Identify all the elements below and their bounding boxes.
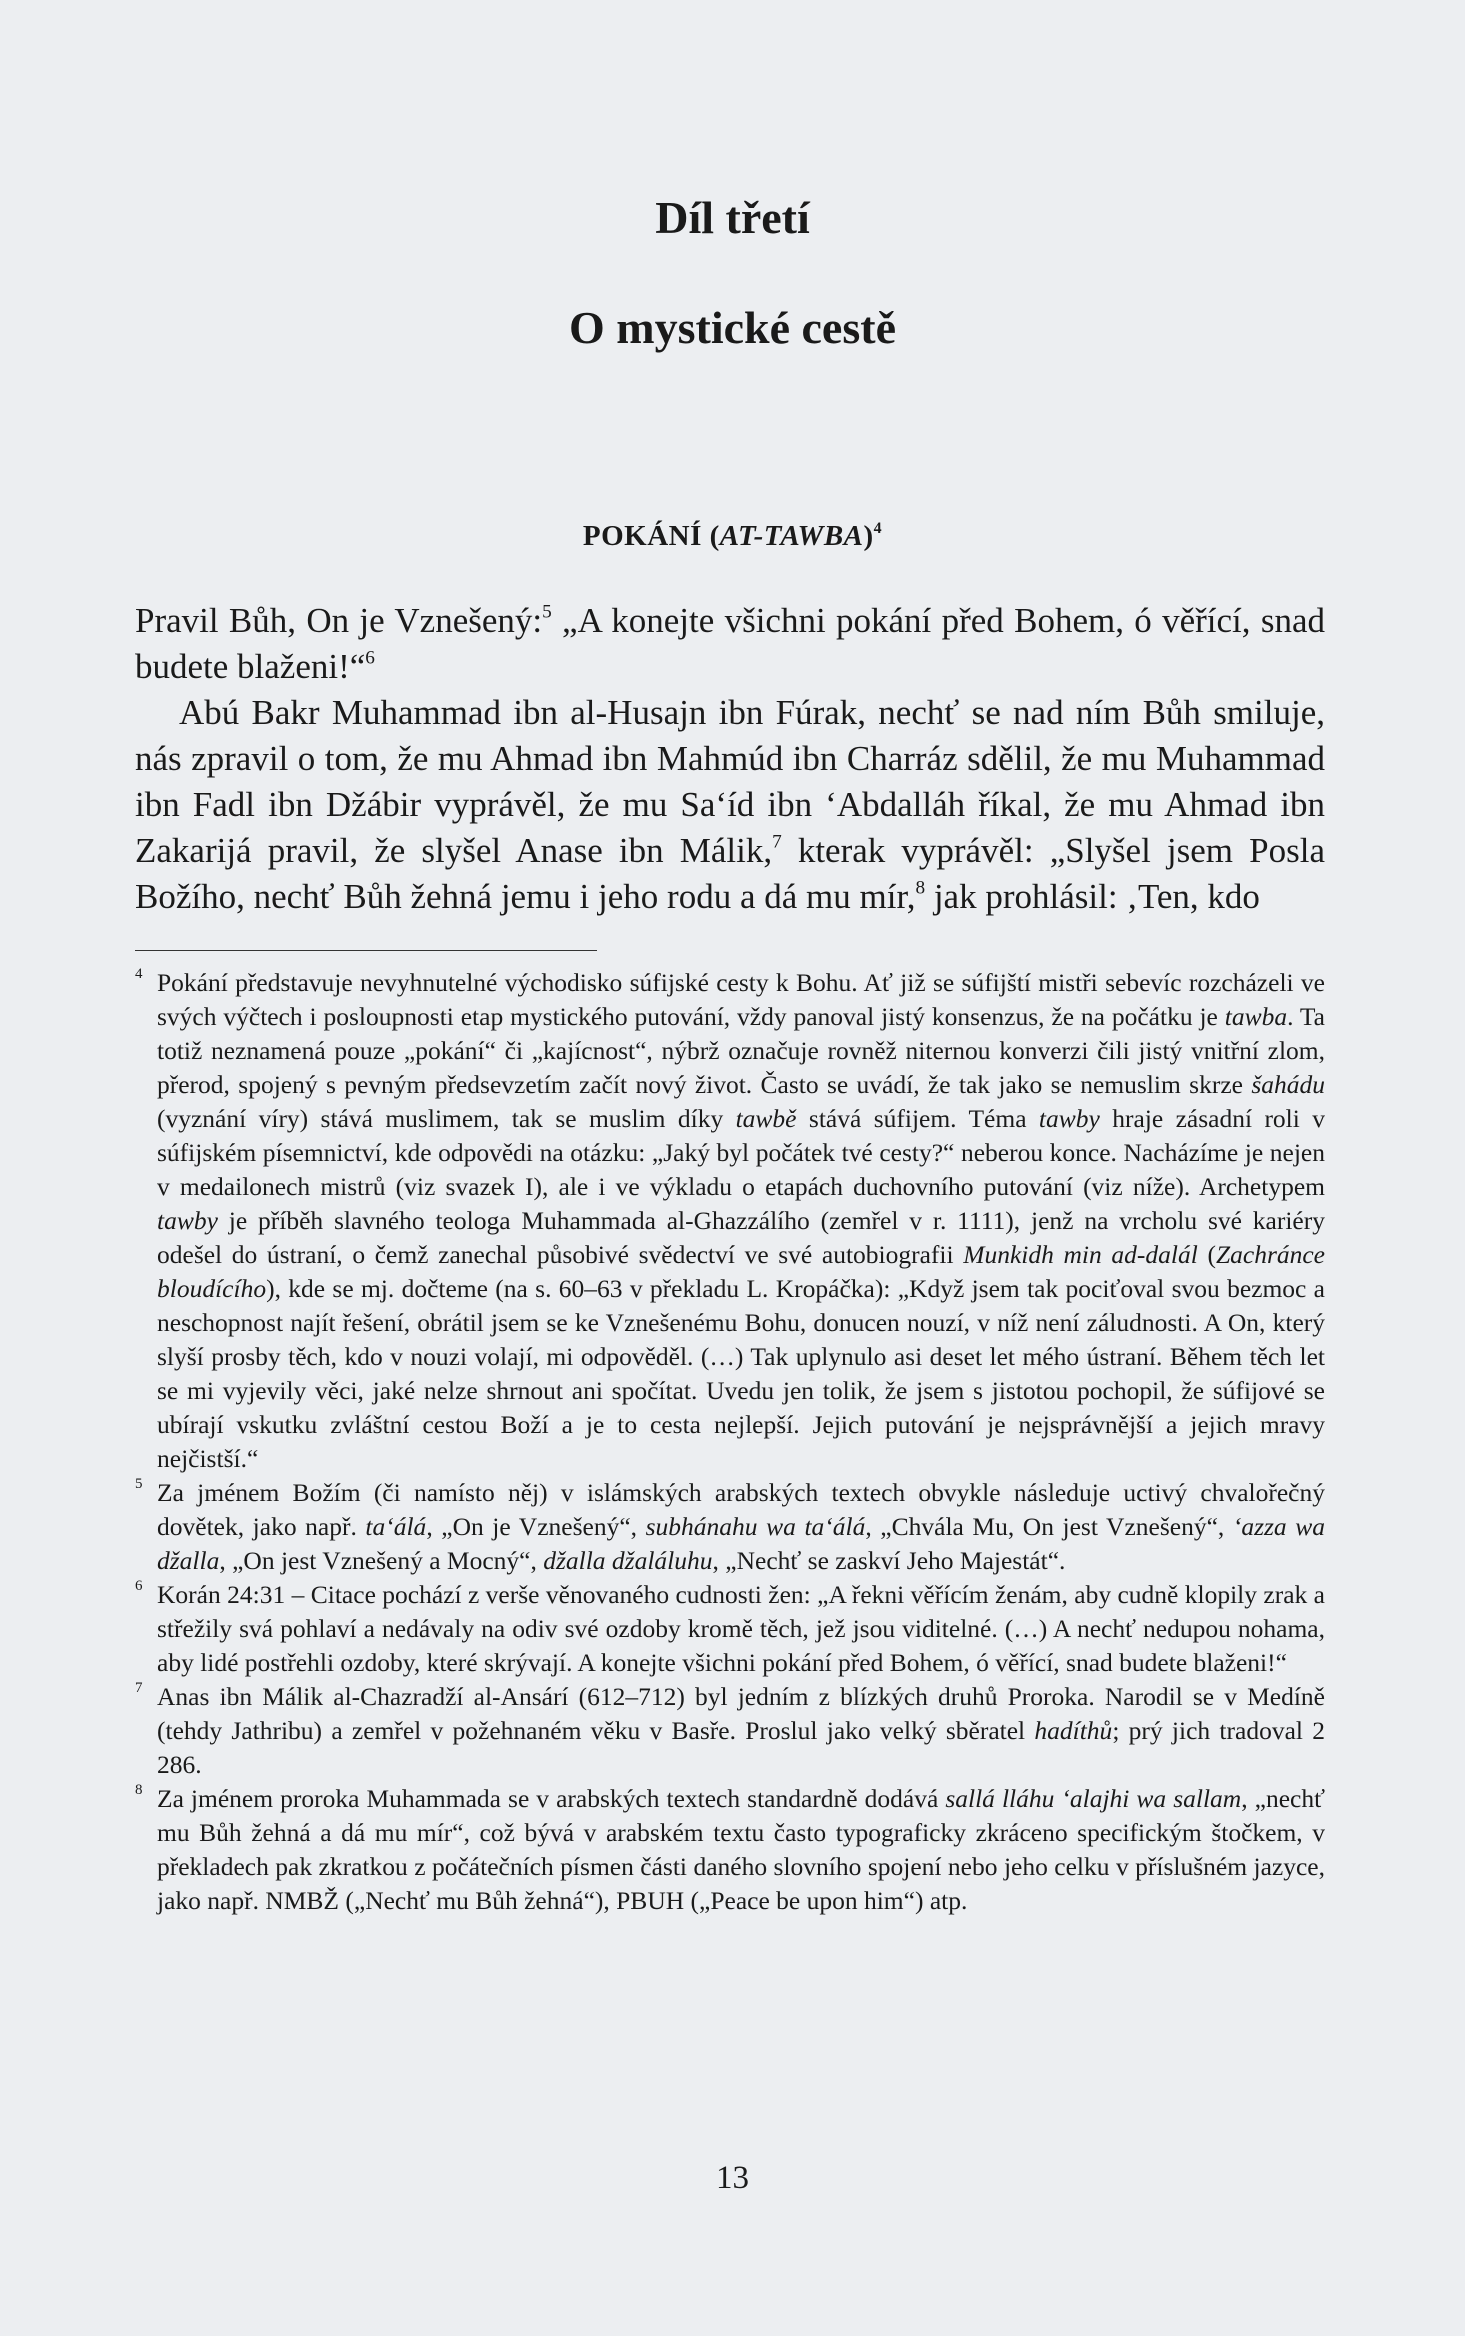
footnotes (135, 966, 1325, 1918)
footnote-italic: subhánahu wa ta‘álá (645, 1512, 866, 1541)
footnote-ref-8[interactable]: 8 (915, 877, 926, 899)
footnote-italic: šahádu (1251, 1070, 1325, 1099)
footnote-number: 7 (135, 1680, 143, 1696)
paragraph-text: Abú Bakr Muhammad ibn al-Husajn ibn Fúrak, nechť se nad ním Bůh smiluje, nás zpravil o tom, že mu Ahmad ibn Mahmúd ibn Charráz sdělil, že mu Muhammad ibn Fadl ibn Džábir vyprávěl, že mu Sa‘íd ibn ‘Abdalláh říkal, že mu Ahmad ibn Zakarijá pravil, že slyšel Anase ibn Málik, (135, 693, 1325, 870)
footnote-number: 6 (135, 1578, 143, 1594)
footnote-7 (135, 1680, 1325, 1782)
paragraph-text: jak prohlásil: ‚Ten, kdo (925, 877, 1260, 916)
footnote-italic: Munkidh min ad-dalál (963, 1240, 1198, 1269)
footnote-text: hraje zásadní roli v súfijském písemnictví, kde odpovědi na otázku: „Jaký byl počátek tvé cesty?“ neberou konce. Nacházíme je nejen v medailonech mistrů (viz svazek I), ale i ve výkladu o etapách duchovního putování (viz níže). Archetypem (157, 1104, 1325, 1201)
footnote-text: (vyznání víry) stává muslimem, tak se muslim díky (157, 1104, 736, 1133)
footnote-number: 4 (135, 966, 143, 982)
footnote-ref-4[interactable]: 4 (873, 520, 883, 538)
paragraph-text: kterak vyprávěl: „Slyšel jsem Posla Božího, nechť Bůh žehná jemu i jeho rodu a dá mu mír, (135, 831, 1325, 916)
footnote-italic: džalla džaláluhu (543, 1546, 713, 1575)
footnote-ref-5[interactable]: 5 (542, 601, 552, 623)
footnote-number: 5 (135, 1476, 143, 1492)
footnote-text: ; prý jich tradoval 2 286. (157, 1716, 1325, 1779)
footnote-italic: tawby (1038, 1104, 1100, 1133)
chapter-title-plain: POKÁNÍ ( (582, 520, 720, 552)
footnote-text: je příběh slavného teologa Muhammada al-Ghazzálího (zemřel v r. 1111), jenž na vrcholu své kariéry odešel do ústraní, o čemž zanechal působivé svědectví ve své autobiografii (157, 1206, 1325, 1269)
footnote-text: , „Nechť se zaskví Jeho Majestát“. (712, 1546, 1066, 1575)
part-title: Díl třetí (655, 192, 810, 243)
footnote-italic: ‘azza wa džalla (157, 1512, 1326, 1575)
paragraph-2 (135, 690, 1325, 920)
chapter-heading (0, 516, 1465, 556)
paragraph-1 (135, 598, 1325, 690)
footnote-text: Korán 24:31 – Citace pochází z verše věnovaného cudnosti žen: „A řekni věřícím ženám, aby cudně klopily zrak a střežily svá pohlaví a nedávaly na odiv své ozdoby kromě těch, jež jsou viditelné. (…) A nechť nedupou nohama, aby lidé postřehli ozdoby, které skrývají. A konejte všichni pokání před Bohem, ó věřící, snad budete blaženi!“ (157, 1580, 1325, 1677)
paragraph-text: „A konejte všichni pokání před Bohem, ó věřící, snad budete blaženi!“ (135, 601, 1325, 686)
chapter-title-italic: AT-TAWBA (719, 520, 864, 552)
footnote-text: Anas ibn Málik al-Chazradží al-Ansárí (612–712) byl jedním z blízkých druhů Proroka. Narodil se v Medíně (tehdy Jathribu) a zemřel v požehnaném věku v Basře. Proslul jako velký sběratel (157, 1682, 1325, 1745)
part-subtitle: O mystické cestě (569, 302, 896, 353)
footnote-text: , „On jest Vznešený a Mocný“, (219, 1546, 544, 1575)
footnote-italic: sallá lláhu ‘alajhi wa sallam (945, 1784, 1242, 1813)
footnote-text: , „Chvála Mu, On jest Vznešený“, (865, 1512, 1233, 1541)
footnote-number: 8 (135, 1782, 143, 1798)
footnote-8 (135, 1782, 1325, 1918)
footnote-6 (135, 1578, 1325, 1680)
footnote-italic: hadíthů (1034, 1716, 1113, 1745)
footnote-text: , „On je Vznešený“, (426, 1512, 646, 1541)
footnote-text: ( (1197, 1240, 1216, 1269)
footnote-text: Za jménem proroka Muhammada se v arabských textech standardně dodává (157, 1784, 946, 1813)
paragraph-text: Pravil Bůh, On je Vznešený: (135, 601, 543, 640)
footnote-italic: tawby (157, 1206, 218, 1235)
footnote-text: Za jménem Božím (či namísto něj) v islámských arabských textech obvykle následuje uctivý chvalořečný dovětek, jako např. (157, 1478, 1325, 1541)
footnote-4 (135, 966, 1325, 1476)
footnote-italic: Zachránce bloudícího (157, 1240, 1325, 1303)
footnote-5 (135, 1476, 1325, 1578)
footnote-italic: tawbě (735, 1104, 797, 1133)
footnote-text: stává súfijem. Téma (796, 1104, 1039, 1133)
page-number: 13 (716, 2160, 749, 2196)
footnote-ref-6[interactable]: 6 (365, 647, 375, 669)
footnote-italic: tawba (1224, 1002, 1288, 1031)
footnote-text: Pokání představuje nevyhnutelné východisko súfijské cesty k Bohu. Ať již se súfijští mistři sebevíc rozcházeli ve svých výčtech i posloupnosti etap mystického putování, vždy panoval jistý konsenzus, že na počátku je (157, 968, 1325, 1031)
footnote-text: ), kde se mj. dočteme (na s. 60–63 v překladu L. Kropáčka): „Když jsem tak pociťoval svou bezmoc a neschopnost najít řešení, obrátil jsem se ke Vznešenému Bohu, donucen nouzí, v níž není záludnosti. A On, který slyší prosby těch, kdo v nouzi volají, mi odpověděl. (…) Tak uplynulo asi deset let mého ústraní. Během těch let se mi vyjevily věci, jaké nelze shrnout ani spočítat. Uvedu jen tolik, že jsem s jistotou pochopil, že súfijové se ubírají vskutku zvláštní cestou Boží a je to cesta nejlepší. Jejich putování je nejsprávnější a jejich mravy nejčistší.“ (157, 1274, 1325, 1473)
main-text (135, 598, 1325, 920)
footnote-text: . Ta totiž neznamená pouze „pokání“ či „kajícnost“, nýbrž označuje rovněž niternou konverzi čili jistý vnitřní zlom, přerod, spojený s pevným předsevzetím začít nový život. Často se uvádí, že tak jako se nemuslim skrze (157, 1002, 1325, 1099)
footnote-italic: ta‘álá (365, 1512, 427, 1541)
footnote-ref-7[interactable]: 7 (772, 831, 782, 853)
footnote-text: , „nechť mu Bůh žehná a dá mu mír“, což bývá v arabském textu často typograficky zkráceno specifickým štočkem, v překladech pak zkratkou z počátečních písmen části daného slovního spojení nebo jeho celku v příslušném jazyce, jako např. NMBŽ („Nechť mu Bůh žehná“), PBUH („Peace be upon him“) atp. (157, 1784, 1325, 1915)
chapter-title-close: ) (863, 520, 874, 552)
footnote-separator (135, 950, 597, 951)
